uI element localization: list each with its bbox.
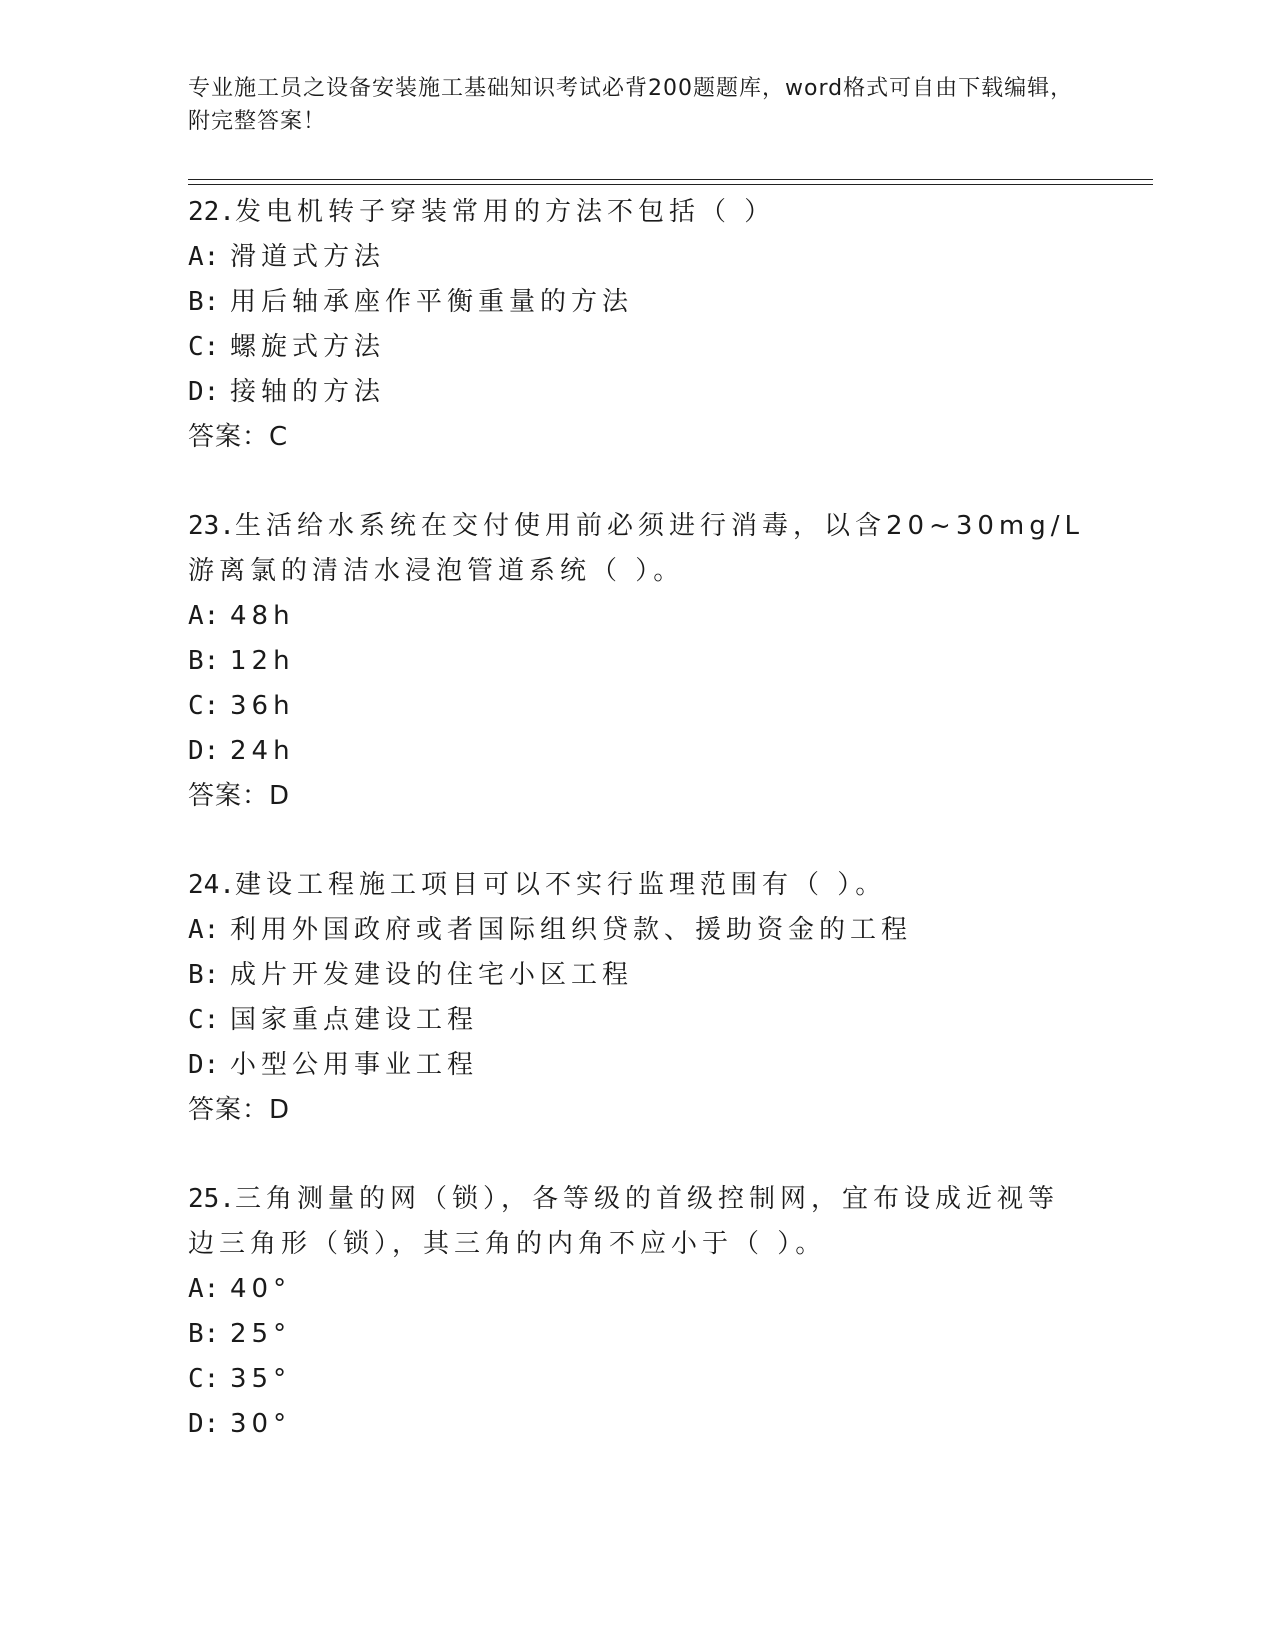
answer: 答案：D	[188, 781, 291, 811]
option-text: 30°	[230, 1409, 292, 1439]
option-d	[188, 729, 1088, 774]
question-24	[188, 863, 1088, 1133]
option-text: 螺旋式方法	[230, 332, 386, 362]
question-stem: 发电机转子穿装常用的方法不包括（ ）	[234, 197, 776, 227]
option-key: D:	[188, 736, 220, 766]
option-b	[188, 280, 1088, 325]
question-list	[188, 190, 1088, 1491]
question-text	[188, 190, 1088, 235]
option-c	[188, 1357, 1088, 1402]
option-c	[188, 684, 1088, 729]
question-number: 23.	[188, 511, 235, 541]
option-key: D:	[188, 1050, 220, 1080]
option-a	[188, 235, 1088, 280]
option-text: 国家重点建设工程	[230, 1005, 479, 1035]
question-stem: 建设工程施工项目可以不实行监理范围有（ ）。	[234, 870, 887, 900]
question-number: 24.	[188, 870, 235, 900]
option-text: 接轴的方法	[230, 377, 386, 407]
question-stem: 生活给水系统在交付使用前必须进行消毒，以含20~30mg/L游离氯的清洁水浸泡管道系统（ ）。	[188, 511, 1084, 586]
option-text: 用后轴承座作平衡重量的方法	[230, 287, 634, 317]
option-key: D:	[188, 377, 220, 407]
option-b	[188, 953, 1088, 998]
question-number: 25.	[188, 1184, 235, 1214]
option-text: 成片开发建设的住宅小区工程	[230, 960, 634, 990]
option-d	[188, 1402, 1088, 1447]
question-stem: 三角测量的网（锁），各等级的首级控制网，宜布设成近视等边三角形（锁），其三角的内角不应小于（ ）。	[188, 1184, 1059, 1259]
option-d	[188, 1043, 1088, 1088]
option-key: C:	[188, 691, 220, 721]
option-text: 12h	[230, 646, 295, 676]
option-a	[188, 1267, 1088, 1312]
question-25	[188, 1177, 1088, 1447]
option-key: A:	[188, 915, 220, 945]
header-divider-bottom	[188, 184, 1153, 185]
option-key: A:	[188, 1274, 220, 1304]
header-divider-top	[188, 179, 1153, 180]
option-d	[188, 370, 1088, 415]
option-text: 利用外国政府或者国际组织贷款、援助资金的工程	[230, 915, 913, 945]
option-text: 24h	[230, 736, 295, 766]
option-text: 25°	[230, 1319, 292, 1349]
option-a	[188, 908, 1088, 953]
option-key: A:	[188, 242, 220, 272]
question-text	[188, 504, 1088, 594]
option-a	[188, 594, 1088, 639]
option-text: 滑道式方法	[230, 242, 386, 272]
option-key: B:	[188, 287, 220, 317]
question-text	[188, 1177, 1088, 1267]
question-number: 22.	[188, 197, 235, 227]
option-key: B:	[188, 960, 220, 990]
option-key: D:	[188, 1409, 220, 1439]
option-c	[188, 325, 1088, 370]
answer: 答案：D	[188, 1095, 291, 1125]
option-key: B:	[188, 1319, 220, 1349]
option-b	[188, 1312, 1088, 1357]
option-key: C:	[188, 1364, 220, 1394]
option-text: 48h	[230, 601, 295, 631]
option-c	[188, 998, 1088, 1043]
question-22	[188, 190, 1088, 460]
question-23	[188, 504, 1088, 819]
option-key: C:	[188, 332, 220, 362]
option-key: B:	[188, 646, 220, 676]
option-text: 36h	[230, 691, 295, 721]
option-text: 小型公用事业工程	[230, 1050, 479, 1080]
option-b	[188, 639, 1088, 684]
document-header: 专业施工员之设备安装施工基础知识考试必背200题题库，word格式可自由下载编辑，附完整答案！	[188, 76, 1074, 134]
option-key: C:	[188, 1005, 220, 1035]
option-text: 35°	[230, 1364, 292, 1394]
option-text: 40°	[230, 1274, 292, 1304]
option-key: A:	[188, 601, 220, 631]
question-text	[188, 863, 1088, 908]
answer: 答案：C	[188, 422, 289, 452]
